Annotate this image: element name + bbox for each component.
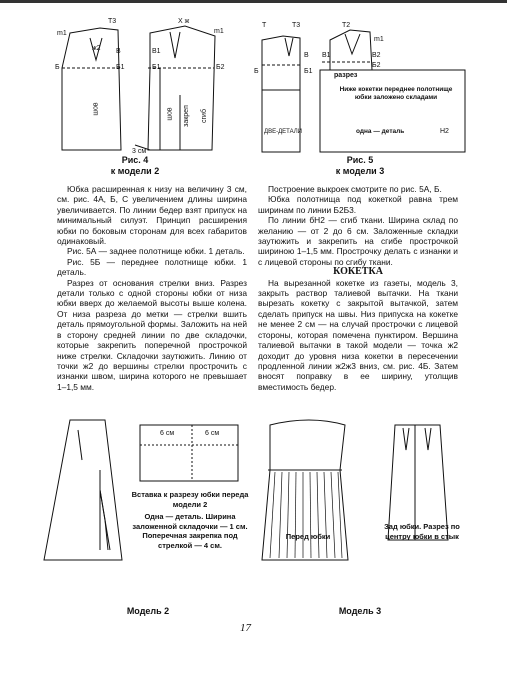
fig5-caption-line2: к модели 3 <box>335 166 385 176</box>
fig4-label-shov: шов <box>92 102 100 116</box>
fig4-caption <box>105 155 165 177</box>
fig4-caption-line2: к модели 2 <box>110 166 160 176</box>
fig4-label-v1: В1 <box>152 48 161 55</box>
fig4-label-m1: m1 <box>57 30 67 37</box>
fig5-label-t2: Т2 <box>342 22 351 29</box>
top-border <box>0 0 507 3</box>
left-paragraph: Разрез от основания стрелки вниз. Разрез детали только с одной стороны юбки от низа юбки вверх до желаемой высоты выше колена. От низа разреза до метки — стрелки вшить деталь прямоугольной формы. Заложить на ней в сторону средней линии по две складочки, которые закрепить поперечной прострочкой ниже стрелки. Складочки заутюжить. Линию от точки ж2 до вершины стрелки прострочить с изнанки швом, ширина которого не превышает 1–1,5 мм. <box>57 277 247 392</box>
right-paragraph: На вырезанной кокетке из газеты, модель 3, закрыть раствор талиевой вытачки. На ткани вырезать кокетку с закрытой вытачкой, затем сделать припуск на швы. Низ припуска на кокетке не менее 2 см — на случай прострочки с лицевой стороны, которая помечена пунктиром. Вершина талиевой вытачки в такой модели — точка ж2 доходит до уровня низа кокетки в пересечении продленной линии ж2ж3 вниз, см. рис. 4Б. Затем вносят поправку в ее ширину, утолщив вместимость бедер. <box>258 277 458 392</box>
left-paragraph: Рис. 5Б — переднее полотнище юбки. 1 деталь. <box>57 256 247 278</box>
right-paragraph: Юбка полотнища под кокеткой равна трем ширинам по линии Б2Б3. <box>258 194 458 215</box>
fig5-label-h2: Н2 <box>440 128 449 135</box>
fig5-caption-line1: Рис. 5 <box>346 155 374 165</box>
fig5-one-part: одна — деталь <box>356 128 405 135</box>
left-column <box>57 184 247 392</box>
fig5-label-two-parts: ДВЕ-ДЕТАЛИ <box>264 129 302 135</box>
fig5-note: Ниже кокетки переднее полотнище юбки заложено складами <box>339 86 453 101</box>
right-paragraph: Построение выкроек смотрите по рис. 5А, Б. <box>268 184 442 194</box>
fig5-caption <box>330 155 390 177</box>
model3-label: Модель 3 <box>338 606 382 616</box>
fig4-label-zh2: ж2 <box>92 45 101 52</box>
fig4-label-b: Б <box>55 64 60 71</box>
fig5-label-m1: m1 <box>374 36 384 43</box>
fig4-label-sgib: сгиб <box>200 109 208 123</box>
fig5-label-b2-upper: В2 <box>372 52 381 59</box>
fig5-label-b-upper: В <box>304 52 309 59</box>
model2-label: Модель 2 <box>126 606 170 616</box>
fig5-label-b1: Б1 <box>304 68 313 75</box>
fig5-label-razrez: разрез <box>334 72 358 79</box>
fig4-label-t3: Т3 <box>108 18 117 25</box>
section-heading: КОКЕТКА <box>333 266 383 278</box>
insert-dim-left: 6 см <box>160 430 175 437</box>
fig5-label-t3: Т3 <box>292 22 301 29</box>
fig4-label-b1-right: Б1 <box>152 64 161 71</box>
fig5-label-t: Т <box>262 22 267 29</box>
insert-detail: Одна — деталь. Ширина заложенной складочки — 1 см. Поперечная закрепка под стрелкой — 4 см. <box>132 512 248 550</box>
fig5-label-b2: Б2 <box>372 62 381 69</box>
fig5-label-b1-upper: В1 <box>322 52 331 59</box>
fig4-label-b2: Б2 <box>216 64 225 71</box>
front-skirt-label: Перед юбки <box>285 532 331 541</box>
back-skirt-label: Зад юбки. Разрез по центру юбки в стык <box>384 522 460 541</box>
insert-title: Вставка к разрезу юбки переда модели 2 <box>131 490 249 509</box>
fig4-caption-line1: Рис. 4 <box>121 155 149 165</box>
fig4-label-m1b: m1 <box>214 28 224 35</box>
fig4-label-x: Х ж <box>178 18 190 25</box>
fig5-label-b: Б <box>254 68 259 75</box>
right-paragraph: По линии бН2 — сгиб ткани. Ширина склад по желанию — от 2 до 6 см. Заложенные складки заутюжить и закрепить на сгибе прострочкой шириною 1–1,5 мм. Прострочку делать с изнанки и с лицевой стороны по сгибу ткани. <box>258 215 458 267</box>
insert-dim-right: 6 см <box>205 430 220 437</box>
fig4-label-3cm: 3 см <box>132 148 147 155</box>
right-column <box>258 184 458 392</box>
page-number: 17 <box>240 622 251 634</box>
fig4-label-zakrep: закреп <box>182 105 190 127</box>
left-paragraph: Юбка расширенная к низу на величину 3 см, см. рис. 4А, Б, С увеличением длины ширина увеличивается. По линии бедер взят припуск на минимальный силуэт. Принцип расширения юбки по боковым сторонам для всех габаритов одинаковый. <box>57 184 247 247</box>
fig4-label-v: В <box>116 48 121 55</box>
fig4-label-seam-center: шов <box>166 107 174 121</box>
fig4-label-b1: Б1 <box>116 64 125 71</box>
left-paragraph: Рис. 5А — заднее полотнище юбки. 1 деталь. <box>67 246 245 257</box>
